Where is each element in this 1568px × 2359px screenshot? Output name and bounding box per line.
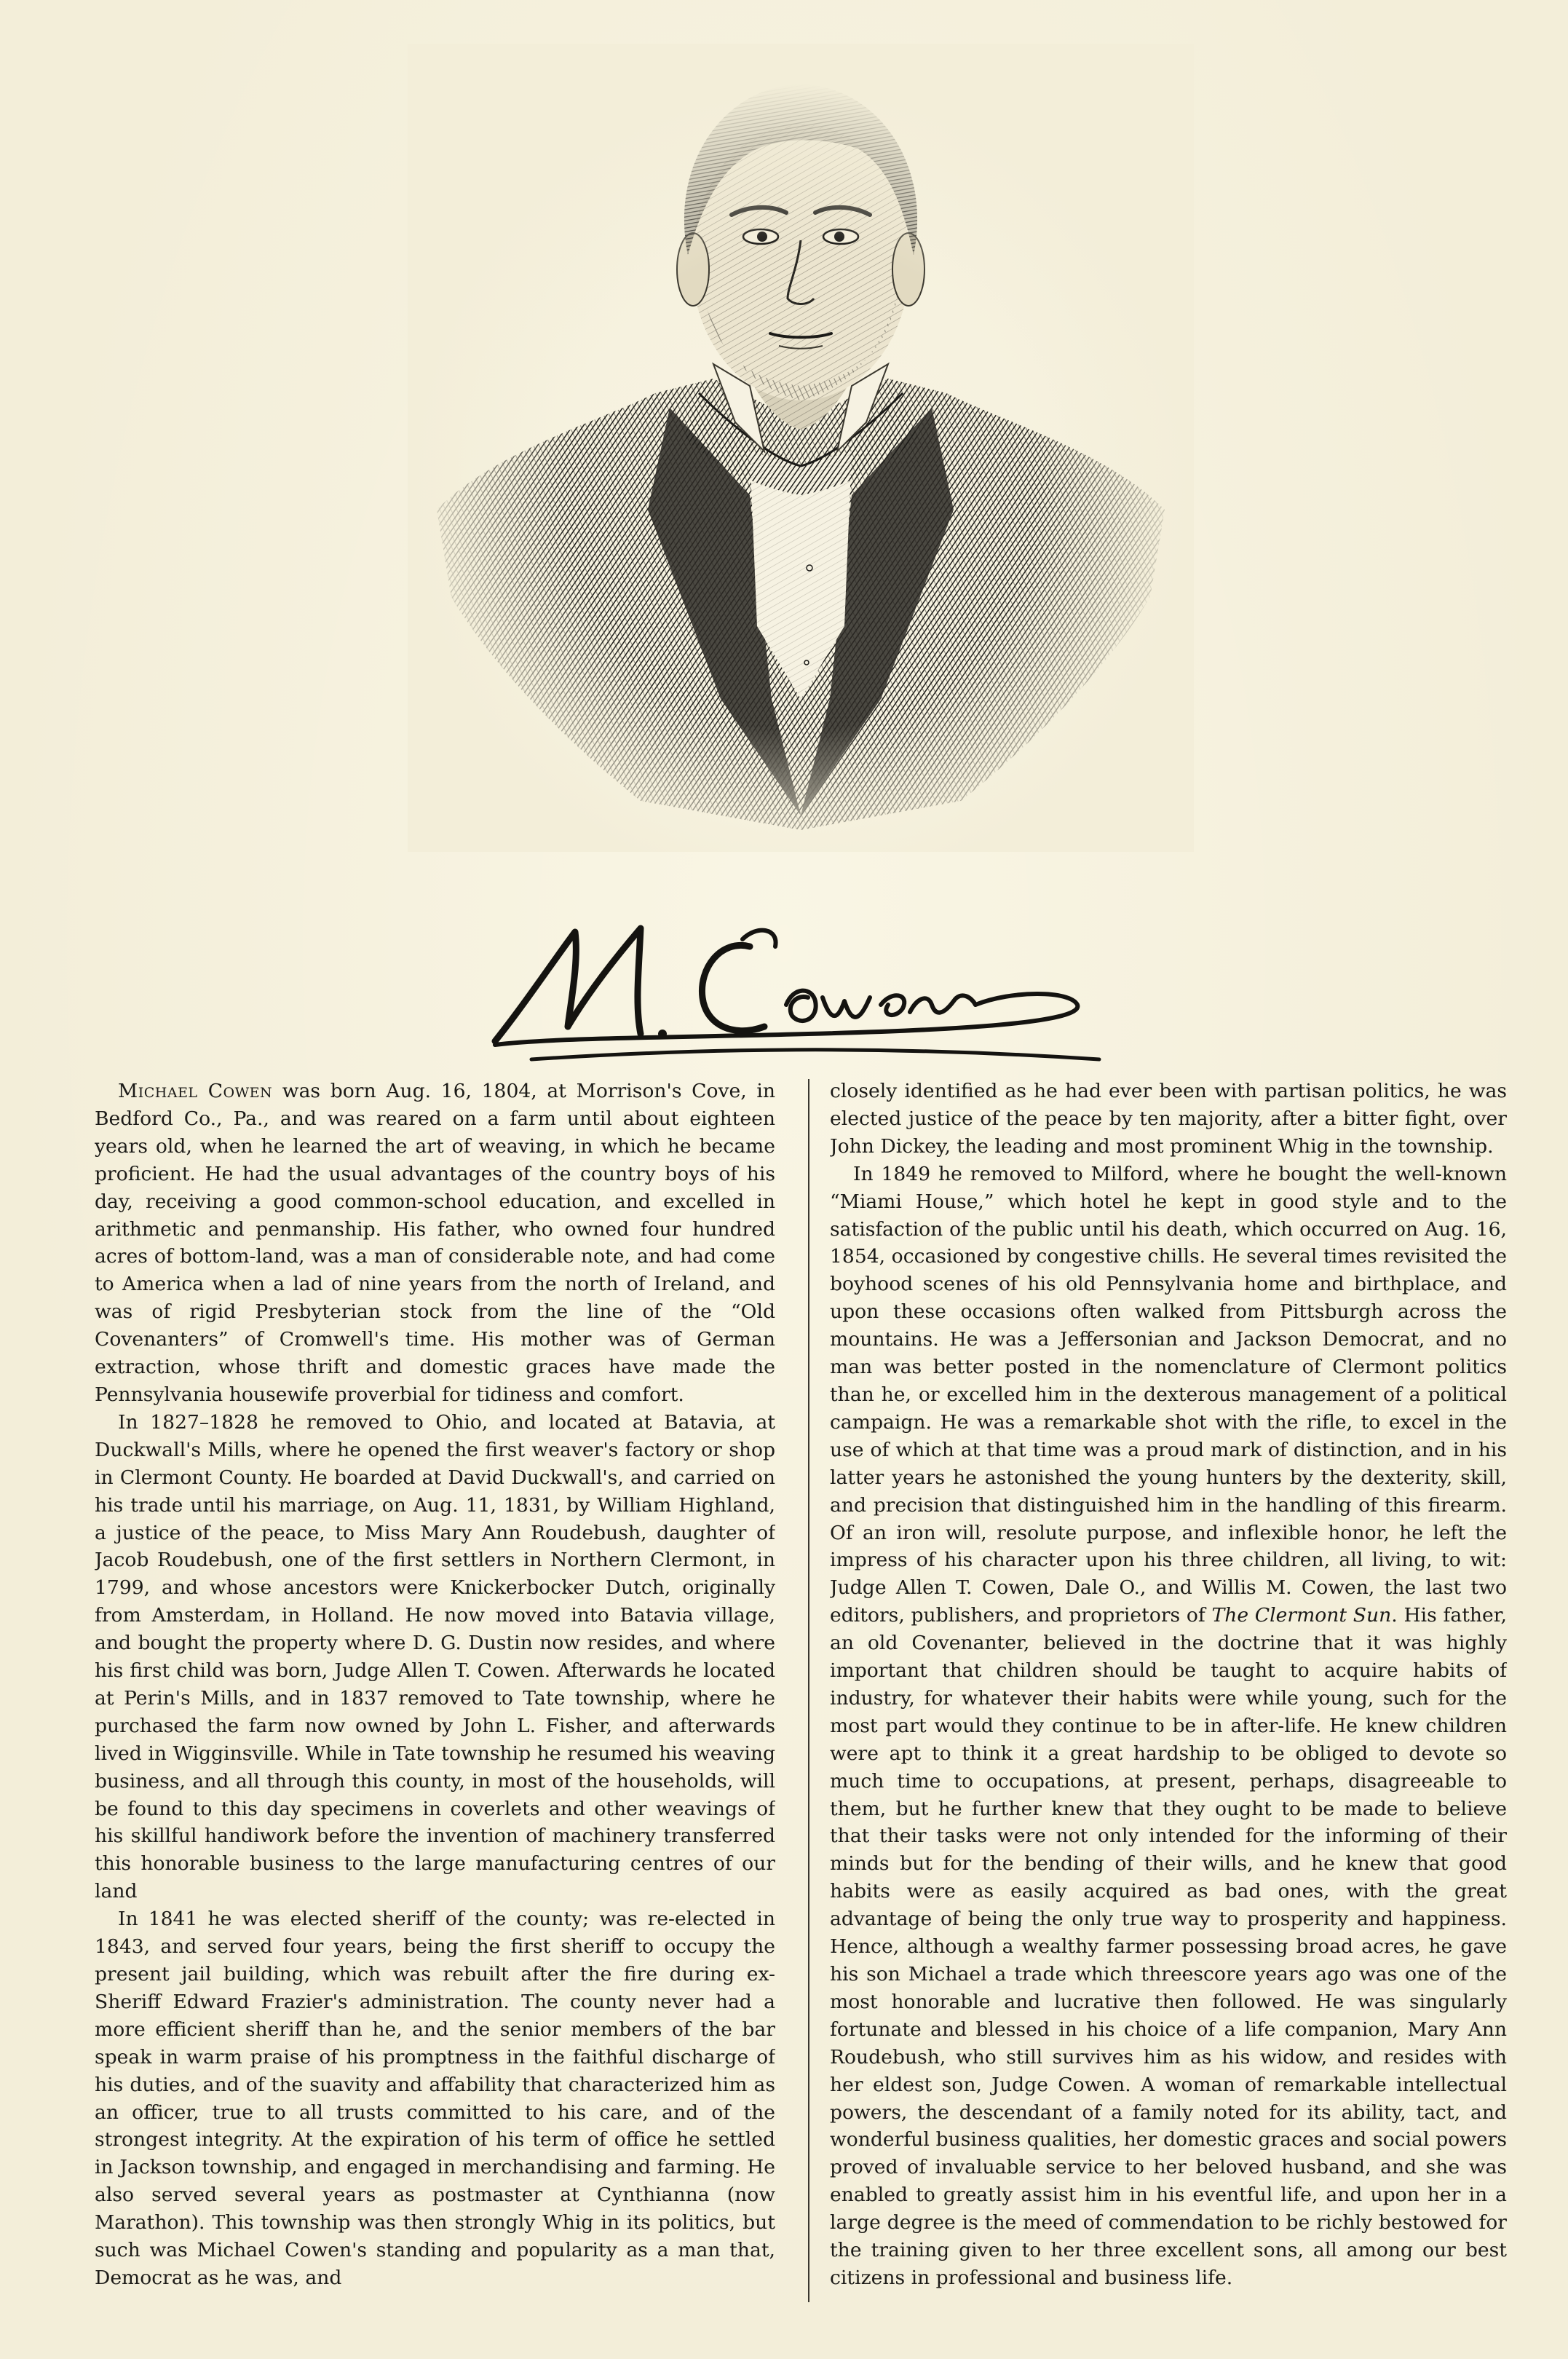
engraved-portrait — [408, 44, 1194, 852]
lead-name: Michael Cowen — [118, 1080, 273, 1102]
text-column-right — [830, 1078, 1507, 2315]
paragraph: Michael Cowen was born Aug. 16, 1804, at Morrison's Cove, in Bedford Co., Pa., and was reared on a farm until about eighteen years old, when he learned the art of weaving, in which he became proficient. He had the usual advantages of the country boys of his day, receiving a good common-school education, and excelled in arithmetic and penmanship. His father, who owned four hundred acres of bottom-land, was a man of considerable note, and had come to America when a lad of nine years from the north of Ireland, and was of rigid Presbyterian stock from the line of the “Old Covenanters” of Cromwell's time. His mother was of German extraction, whose thrift and domestic graces have made the Pennsylvania housewife proverbial for tidiness and comfort. — [95, 1080, 775, 1406]
paragraph: closely identified as he had ever been with partisan politics, he was elected justice of the peace by ten majority, after a bitter fight, over John Dickey, the leading and most prominent Whig in the township. — [830, 1080, 1507, 1158]
signature — [444, 896, 1172, 1070]
paragraph: In 1827–1828 he removed to Ohio, and located at Batavia, at Duckwall's Mills, where he opened the first weaver's factory or shop in Clermont County. He boarded at David Duckwall's, and carried on his trade until his marriage, on Aug. 11, 1831, by William Highland, a justice of the peace, to Miss Mary Ann Roudebush, daughter of Jacob Roudebush, one of the first settlers in Northern Clermont, in 1799, and whose ancestors were Knickerbocker Dutch, originally from Amsterdam, in Holland. He now moved into Batavia village, and bought the property where D. G. Dustin now resides, and where his first child was born, Judge Allen T. Cowen. Afterwards he located at Perin's Mills, and in 1837 removed to Tate township, where he purchased the farm now owned by John L. Fisher, and afterwards lived in Wigginsville. While in Tate township he resumed his weaving business, and all through this county, in most of the households, will be found to this day specimens in coverlets and other weavings of his skillful handiwork before the invention of machinery transferred this honorable business to the large manufacturing centres of our land — [95, 1410, 775, 1903]
column-divider — [808, 1079, 809, 2302]
paragraph: In 1841 he was elected sheriff of the county; was re-elected in 1843, and served four years, being the first sheriff to occupy the present jail building, which was rebuilt after the fire during ex-Sheriff Edward Frazier's administration. The county never had a more efficient sheriff than he, and the senior members of the bar speak in warm praise of his promptness in the faithful discharge of his duties, and of the suavity and affability that characterized him as an officer, true to all trusts committed to his care, and of the strongest integrity. At the expiration of his term of office he settled in Jackson township, and engaged in merchandising and farming. He also served several years as postmaster at Cynthianna (now Marathon). This township was then strongly Whig in its politics, but such was Michael Cowen's standing and popularity as a man that, Democrat as he was, and — [95, 1908, 775, 2289]
newspaper-title: The Clermont Sun — [1211, 1604, 1392, 1627]
paragraph: In 1849 he removed to Milford, where he bought the well-known “Miami House,” which hotel he kept in good style and to the satisfaction of the public until his death, which occurred on Aug. 16, 1854, occasioned by congestive chills. He several times revisited the boyhood scenes of his old Pennsylvania home and birthplace, and upon these occasions often walked from Pittsburgh across the mountains. He was a Jeffersonian and Jackson Democrat, and no man was better posted in the nomenclature of Clermont politics than he, or excelled him in the dexterous management of a political campaign. He was a remarkable shot with the rifle, to excel in the use of which at that time was a proud mark of distinction, and in his latter years he astonished the young hunters by the dexterity, skill, and precision that distinguished him in the handling of this firearm. Of an iron will, resolute purpose, and inflexible honor, he left the impress of his character upon his three children, all living, to wit: Judge Allen T. Cowen, Dale O., and Willis M. Cowen, the last two editors, publishers, and proprietors of The Clermont Sun. His father, an old Covenanter, believed in the doctrine that it was highly important that children should be taught to acquire habits of industry, for whatever their habits were while young, such for the most part would they continue to be in after-life. He knew children were apt to think it a great hardship to be obliged to devote so much time to occupations, at present, perhaps, disagreeable to them, but he further knew that they ought to be made to believe that their tasks were not only intended for the informing of their minds but for the bending of their wills, and he knew that good habits were as easily acquired as bad ones, with the great advantage of being the only true way to prosperity and happiness. Hence, although a wealthy farmer possessing broad acres, he gave his son Michael a trade which threescore years ago was one of the most honorable and lucrative then followed. He was singularly fortunate and blessed in his choice of a life companion, Mary Ann Roudebush, who still survives him as his widow, and resides with her eldest son, Judge Cowen. A woman of remarkable intellectual powers, the descendant of a family noted for its ability, tact, and wonderful business qualities, her domestic graces and social powers proved of invaluable service to her beloved husband, and she was enabled to greatly assist him in his eventful life, and upon her in a large degree is the meed of commendation to be richly bestowed for the training given to her three excellent sons, all among our best citizens in professional and business life. — [830, 1162, 1507, 2289]
text-column-left — [95, 1078, 775, 2315]
